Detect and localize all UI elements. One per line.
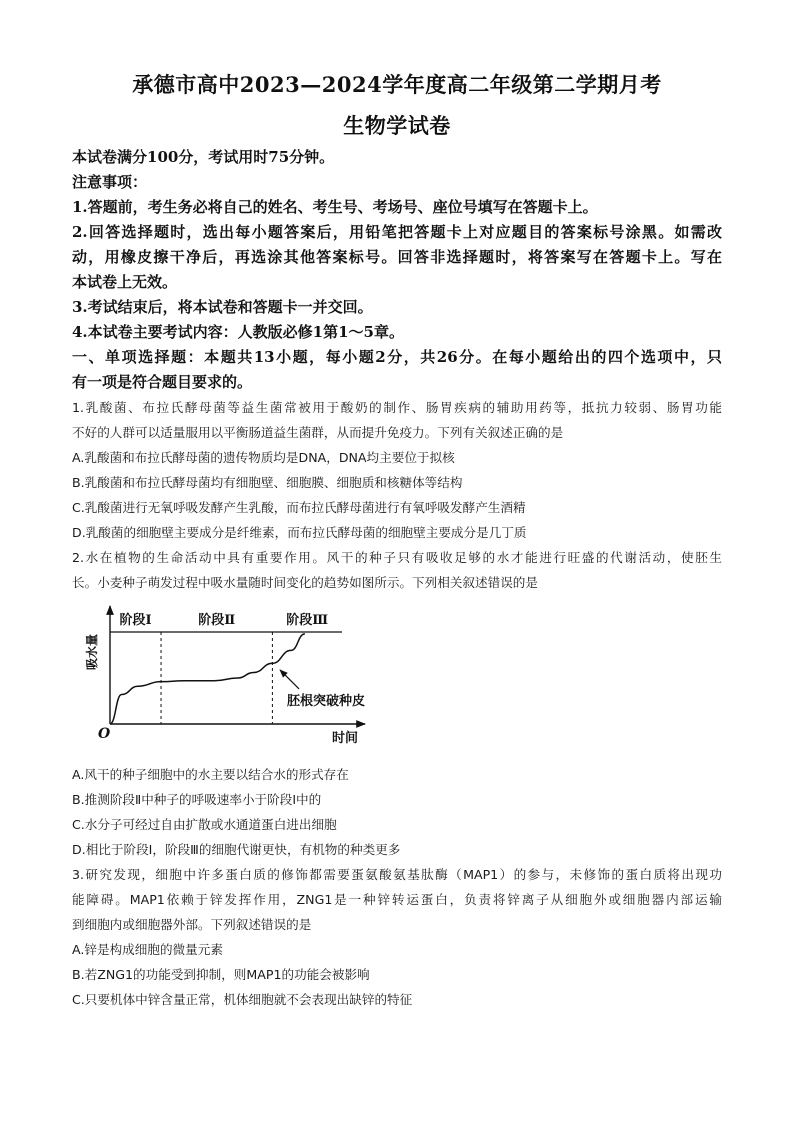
stage-label: 阶段Ⅰ <box>119 613 152 628</box>
option-b: B.推测阶段Ⅱ中种子的呼吸速率小于阶段Ⅰ中的 <box>72 792 322 807</box>
origin-label: O <box>98 726 111 742</box>
question-stem: 到细胞内或细胞器外部。下列叙述错误的是 <box>72 917 312 932</box>
option-d: D.乳酸菌的细胞壁主要成分是纤维素，而布拉氏酵母菌的细胞壁主要成分是几丁质 <box>72 525 527 540</box>
option-c: C.只要机体中锌含量正常，机体细胞就不会表现出缺锌的特征 <box>72 992 413 1007</box>
option-a: A.乳酸菌和布拉氏酵母菌的遗传物质均是DNA，DNA均主要位于拟核 <box>72 450 455 465</box>
stage-dividers <box>161 632 272 724</box>
question-stem: 2.水在植物的生命活动中具有重要作用。风干的种子只有吸收足够的水才能进行旺盛的代谢活动，使胚生 <box>72 550 722 565</box>
water-uptake-chart <box>80 600 380 750</box>
option-c: C.水分子可经过自由扩散或水通道蛋白进出细胞 <box>72 817 337 832</box>
notice-item: 动，用橡皮擦干净后，再选涂其他答案标号。回答非选择题时，将答案写在答题卡上。写在 <box>72 248 722 266</box>
option-a: A.锌是构成细胞的微量元素 <box>72 942 223 957</box>
option-b: B.乳酸菌和布拉氏酵母菌均有细胞壁、细胞膜、细胞质和核糖体等结构 <box>72 475 463 490</box>
annotation-label: 胚根突破种皮 <box>287 693 366 709</box>
curve-layer <box>110 634 305 724</box>
section-heading: 一、单项选择题：本题共13小题，每小题2分，共26分。在每小题给出的四个选项中，只 <box>72 348 722 366</box>
annotation-arrow <box>280 670 299 689</box>
question-stem: 长。小麦种子萌发过程中吸水量随时间变化的趋势如图所示。下列相关叙述错误的是 <box>72 575 538 590</box>
page-title: 承德市高中2023—2024学年度高二年级第二学期月考 <box>132 72 662 97</box>
notice-item: 1.答题前，考生务必将自己的姓名、考生号、考场号、座位号填写在答题卡上。 <box>72 198 598 216</box>
question-stem: 3.研究发现，细胞中许多蛋白质的修饰都需要蛋氨酸氨基肽酶（MAP1）的参与，未修饰的蛋白质将出现功 <box>72 867 722 882</box>
x-axis-label: 时间 <box>331 731 359 746</box>
option-d: D.相比于阶段Ⅰ，阶段Ⅲ的细胞代谢更快，有机物的种类更多 <box>72 842 401 857</box>
option-c: C.乳酸菌进行无氧呼吸发酵产生乳酸，而布拉氏酵母菌进行有氧呼吸发酵产生酒精 <box>72 500 526 515</box>
notice-item: 4.本试卷主要考试内容：人教版必修1第1～5章。 <box>72 323 404 341</box>
water-uptake-curve <box>110 634 305 724</box>
question-stem: 1.乳酸菌、布拉氏酵母菌等益生菌常被用于酸奶的制作、肠胃疾病的辅助用药等，抵抗力较弱、肠胃功能 <box>72 400 722 415</box>
question-stem: 能障碍。MAP1依赖于锌发挥作用，ZNG1是一种锌转运蛋白，负责将锌离子从细胞外或细胞器内部运输 <box>72 892 722 907</box>
page-subtitle: 生物学试卷 <box>343 113 451 138</box>
stage-label: 阶段Ⅲ <box>286 613 329 628</box>
notice-item: 2.回答选择题时，选出每小题答案后，用铅笔把答题卡上对应题目的答案标号涂黑。如需改 <box>72 223 722 241</box>
notice-item: 3.考试结束后，将本试卷和答题卡一并交回。 <box>72 298 373 316</box>
notice-item: 本试卷上无效。 <box>72 273 178 291</box>
stage-label: 阶段Ⅱ <box>198 613 236 628</box>
section-heading: 有一项是符合题目要求的。 <box>72 373 253 391</box>
question-stem: 不好的人群可以适量服用以平衡肠道益生菌群，从而提升免疫力。下列有关叙述正确的是 <box>72 425 564 440</box>
option-b: B.若ZNG1的功能受到抑制，则MAP1的功能会被影响 <box>72 967 370 982</box>
y-axis-label: 吸水量 <box>85 633 99 671</box>
option-a: A.风干的种子细胞中的水主要以结合水的形式存在 <box>72 767 349 782</box>
notice-label: 注意事项： <box>72 173 148 191</box>
exam-intro: 本试卷满分100分，考试用时75分钟。 <box>72 148 335 166</box>
